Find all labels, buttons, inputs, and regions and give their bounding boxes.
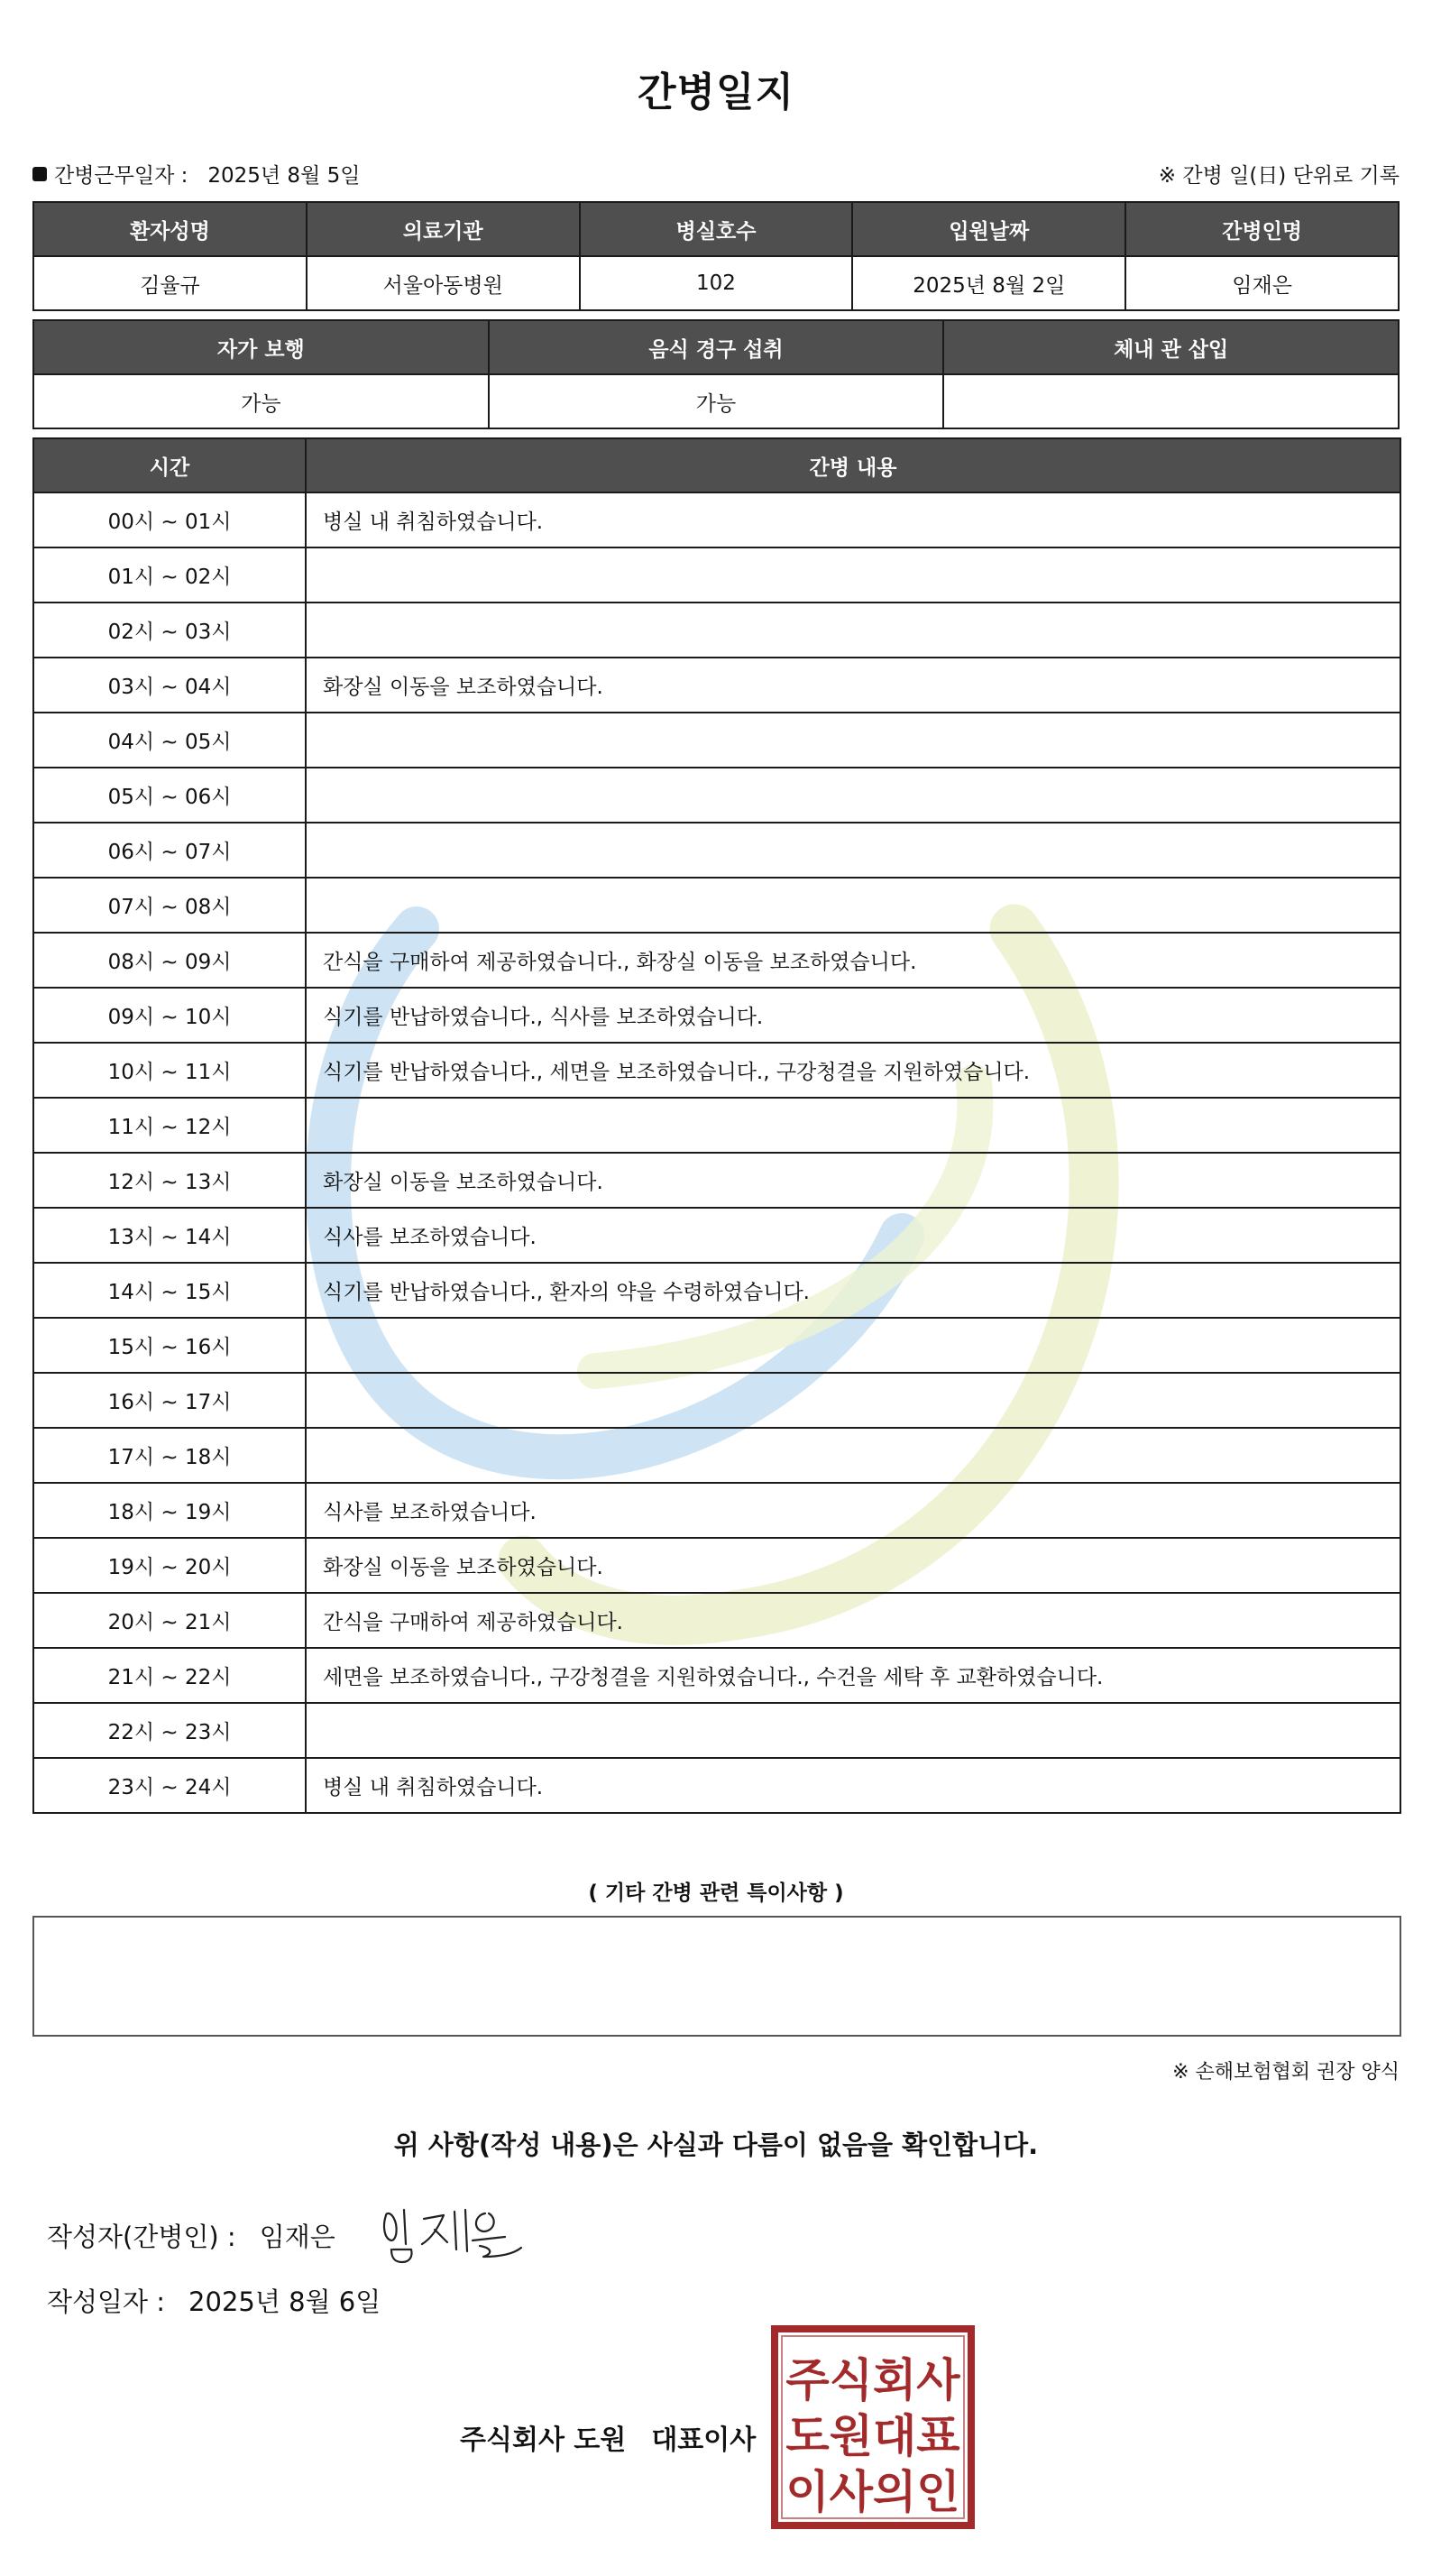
- care-time-cell: 06시 ~ 07시: [33, 823, 306, 878]
- care-time-cell: 14시 ~ 15시: [33, 1263, 306, 1318]
- care-content-cell: [306, 768, 1400, 823]
- writer-label: 작성자(간병인) :: [47, 2222, 236, 2252]
- source-note: ※ 손해보험협회 권장 양식: [1172, 2061, 1400, 2084]
- table-row: [33, 256, 1399, 310]
- admission-date: 2025년 8월 2일: [852, 256, 1125, 310]
- header-self-walking: 자가 보행: [33, 320, 489, 374]
- care-time-cell: 23시 ~ 24시: [33, 1758, 306, 1813]
- care-time-cell: 01시 ~ 02시: [33, 547, 306, 603]
- care-content-cell: 세면을 보조하였습니다., 구강청결을 지원하였습니다., 수건을 세탁 후 교환하였습니다.: [306, 1648, 1400, 1703]
- table-row: [33, 1153, 1400, 1208]
- handwritten-signature: [379, 2199, 532, 2271]
- header-oral-intake: 음식 경구 섭취: [489, 320, 944, 374]
- table-row: [33, 1428, 1400, 1483]
- care-content-cell: [306, 603, 1400, 658]
- care-content-cell: [306, 1373, 1400, 1428]
- table-row: [33, 1263, 1400, 1318]
- company-representative-title: 대표이사: [651, 2424, 757, 2456]
- record-note: ※ 간병 일(日) 단위로 기록: [1158, 164, 1400, 188]
- care-content-cell: 간식을 구매하여 제공하였습니다., 화장실 이동을 보조하였습니다.: [306, 933, 1400, 988]
- header-tube-insertion: 체내 관 삽입: [943, 320, 1399, 374]
- care-time-cell: 11시 ~ 12시: [33, 1098, 306, 1153]
- table-row: [33, 1703, 1400, 1758]
- header-admission-date: 입원날짜: [852, 202, 1125, 256]
- table-row: [33, 933, 1400, 988]
- patient-ability-table: [32, 319, 1400, 429]
- written-date-line: [47, 2282, 381, 2319]
- square-bullet-icon: [32, 167, 47, 181]
- care-time-cell: 20시 ~ 21시: [33, 1593, 306, 1648]
- oral-intake-value: 가능: [489, 374, 944, 428]
- header-time: 시간: [33, 438, 306, 492]
- care-content-cell: [306, 1318, 1400, 1373]
- care-time-cell: 18시 ~ 19시: [33, 1483, 306, 1538]
- table-row: [33, 603, 1400, 658]
- care-time-cell: 21시 ~ 22시: [33, 1648, 306, 1703]
- care-content-cell: 식기를 반납하였습니다., 식사를 보조하였습니다.: [306, 988, 1400, 1043]
- care-time-cell: 22시 ~ 23시: [33, 1703, 306, 1758]
- confirmation-statement: 위 사항(작성 내용)은 사실과 다름이 없음을 확인합니다.: [393, 2130, 1039, 2160]
- table-row: [33, 1538, 1400, 1593]
- care-time-cell: 09시 ~ 10시: [33, 988, 306, 1043]
- room-number: 102: [580, 256, 853, 310]
- written-date-value: 2025년 8월 6일: [188, 2286, 381, 2317]
- table-row: [33, 823, 1400, 878]
- care-content-cell: [306, 1098, 1400, 1153]
- work-date-value: 2025년 8월 5일: [207, 164, 361, 188]
- care-log-table: [32, 437, 1401, 1814]
- table-row: [33, 1318, 1400, 1373]
- seal-line-2: 도원대표: [785, 2410, 960, 2462]
- care-content-cell: 식기를 반납하였습니다., 환자의 약을 수령하였습니다.: [306, 1263, 1400, 1318]
- written-date-label: 작성일자 :: [47, 2286, 166, 2317]
- table-row: [33, 1483, 1400, 1538]
- care-content-cell: 간식을 구매하여 제공하였습니다.: [306, 1593, 1400, 1648]
- table-row: [33, 988, 1400, 1043]
- company-seal-stamp: [771, 2325, 975, 2529]
- table-row: [33, 1758, 1400, 1813]
- company-line: [460, 2417, 756, 2457]
- patient-info-table: [32, 201, 1400, 311]
- tube-insertion-value: [943, 374, 1399, 428]
- care-time-cell: 15시 ~ 16시: [33, 1318, 306, 1373]
- care-time-cell: 10시 ~ 11시: [33, 1043, 306, 1098]
- care-content-cell: 화장실 이동을 보조하였습니다.: [306, 658, 1400, 713]
- header-hospital: 의료기관: [307, 202, 580, 256]
- work-date: [32, 159, 360, 189]
- care-content-cell: [306, 713, 1400, 768]
- table-row: [33, 374, 1399, 428]
- table-row: [33, 768, 1400, 823]
- care-time-cell: 07시 ~ 08시: [33, 878, 306, 933]
- hospital-name: 서울아동병원: [307, 256, 580, 310]
- table-header-row: [33, 320, 1399, 374]
- self-walking-value: 가능: [33, 374, 489, 428]
- table-header-row: [33, 202, 1399, 256]
- work-date-label: 간병근무일자 :: [54, 164, 188, 188]
- header-room: 병실호수: [580, 202, 853, 256]
- table-row: [33, 547, 1400, 603]
- seal-line-1: 주식회사: [785, 2354, 960, 2406]
- caregiver-name: 임재은: [1125, 256, 1399, 310]
- care-content-cell: 병실 내 취침하였습니다.: [306, 492, 1400, 547]
- table-row: [33, 1373, 1400, 1428]
- seal-line-3: 이사의인: [785, 2466, 960, 2518]
- care-time-cell: 02시 ~ 03시: [33, 603, 306, 658]
- table-row: [33, 1043, 1400, 1098]
- table-row: [33, 1593, 1400, 1648]
- table-row: [33, 878, 1400, 933]
- care-content-cell: 화장실 이동을 보조하였습니다.: [306, 1153, 1400, 1208]
- care-time-cell: 05시 ~ 06시: [33, 768, 306, 823]
- care-time-cell: 08시 ~ 09시: [33, 933, 306, 988]
- table-row: [33, 1648, 1400, 1703]
- care-time-cell: 17시 ~ 18시: [33, 1428, 306, 1483]
- care-content-cell: [306, 878, 1400, 933]
- document-title: 간병일지: [637, 69, 794, 115]
- care-content-cell: 식사를 보조하였습니다.: [306, 1208, 1400, 1263]
- table-row: [33, 492, 1400, 547]
- meta-row: [32, 159, 1400, 188]
- writer-name: 임재은: [259, 2222, 335, 2252]
- header-caregiver: 간병인명: [1125, 202, 1399, 256]
- company-name: 주식회사 도원: [460, 2424, 627, 2456]
- care-time-cell: 00시 ~ 01시: [33, 492, 306, 547]
- care-time-cell: 03시 ~ 04시: [33, 658, 306, 713]
- care-time-cell: 04시 ~ 05시: [33, 713, 306, 768]
- table-row: [33, 1098, 1400, 1153]
- care-time-cell: 16시 ~ 17시: [33, 1373, 306, 1428]
- care-content-cell: [306, 1428, 1400, 1483]
- table-row: [33, 713, 1400, 768]
- care-content-cell: [306, 547, 1400, 603]
- special-notes-label: ( 기타 간병 관련 특이사항 ): [588, 1881, 844, 1905]
- care-content-cell: 병실 내 취침하였습니다.: [306, 1758, 1400, 1813]
- care-time-cell: 19시 ~ 20시: [33, 1538, 306, 1593]
- table-row: [33, 658, 1400, 713]
- table-header-row: [33, 438, 1400, 492]
- writer-line: [47, 2217, 335, 2254]
- care-content-cell: 식기를 반납하였습니다., 세면을 보조하였습니다., 구강청결을 지원하였습니다.: [306, 1043, 1400, 1098]
- special-notes-box: [32, 1916, 1401, 2037]
- care-time-cell: 13시 ~ 14시: [33, 1208, 306, 1263]
- header-patient-name: 환자성명: [33, 202, 307, 256]
- care-content-cell: 화장실 이동을 보조하였습니다.: [306, 1538, 1400, 1593]
- patient-name: 김율규: [33, 256, 307, 310]
- table-row: [33, 1208, 1400, 1263]
- header-care-content: 간병 내용: [306, 438, 1400, 492]
- care-content-cell: [306, 823, 1400, 878]
- care-time-cell: 12시 ~ 13시: [33, 1153, 306, 1208]
- care-content-cell: 식사를 보조하였습니다.: [306, 1483, 1400, 1538]
- care-content-cell: [306, 1703, 1400, 1758]
